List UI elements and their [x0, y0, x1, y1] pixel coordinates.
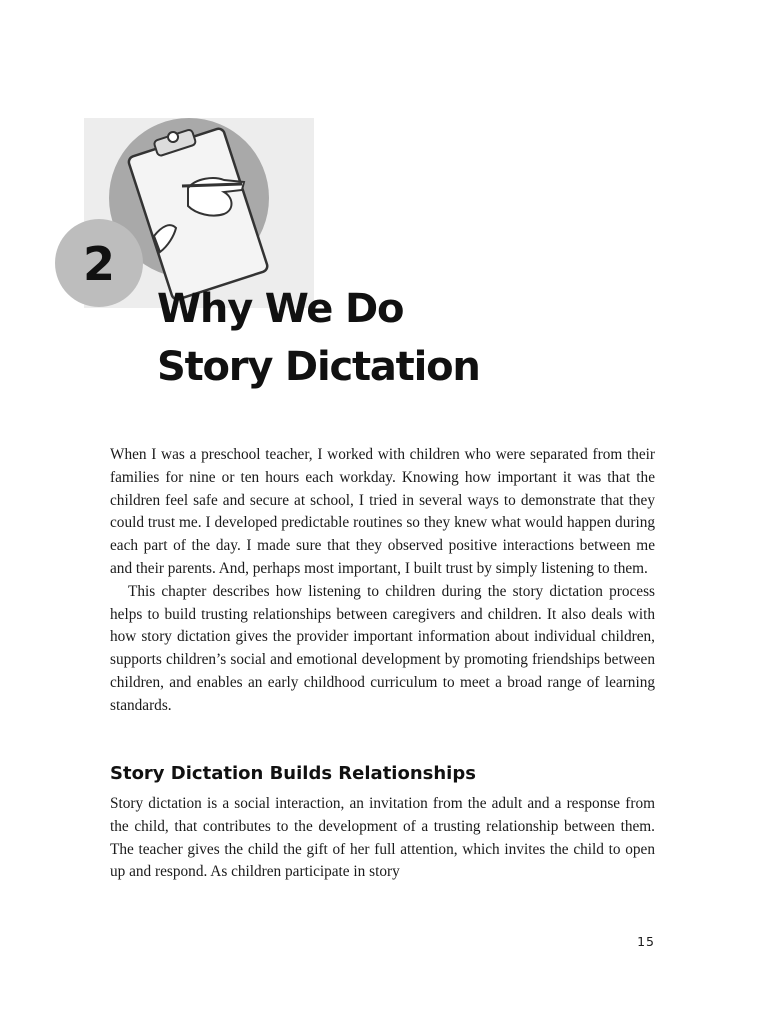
section-paragraph-1: Story dictation is a social interaction, an invitation from the adult and a response from the child, that contributes to the development of a trusting relationship between them. The teacher gives the child the gift of her full attention, which invites the child to open up and respond. As children participate in story [110, 795, 655, 881]
section-heading: Story Dictation Builds Relationships [110, 763, 476, 784]
chapter-title-line-1: Why We Do [157, 286, 404, 332]
chapter-title [157, 280, 480, 396]
page-number: 15 [637, 934, 655, 949]
intro-paragraph-2: This chapter describes how listening to children during the story dictation process helps to build trusting relationships between caregivers and children. It also deals with how story dictation gives the provider important information about individual children, supports children’s social and emotional development by promoting friendships between children, and enables an early childhood curriculum to meet a broad range of learning standards. [110, 582, 655, 714]
intro-text [110, 444, 655, 718]
chapter-title-line-2: Story Dictation [157, 344, 480, 390]
section-text [110, 793, 655, 884]
intro-paragraph-1: When I was a preschool teacher, I worked with children who were separated from their families for nine or ten hours each workday. Knowing how important it was that the children feel safe and secure at school, I tried in several ways to demonstrate that they could trust me. I developed predictable routines so they knew what would happen during each part of the day. I made sure that they observed positive interactions between me and their parents. And, perhaps most important, I built trust by simply listening to them. [110, 446, 655, 577]
chapter-number: 2 [82, 237, 115, 291]
